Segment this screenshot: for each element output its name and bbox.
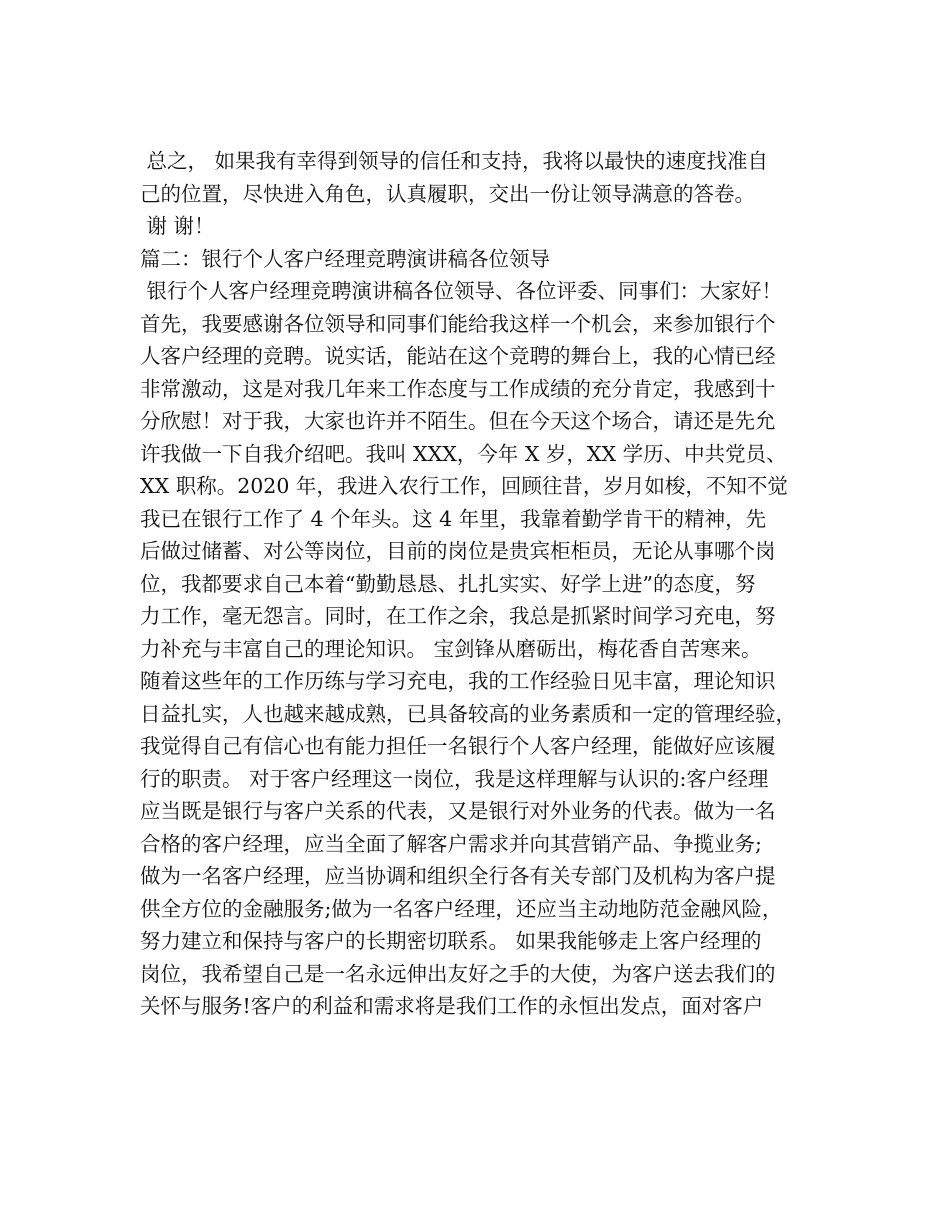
section-heading: 篇二：银行个人客户经理竞聘演讲稿各位领导: [140, 246, 550, 271]
text-line: XX 职称。2020 年，我进入农行工作，回顾往昔，岁月如梭，不知不觉: [140, 474, 788, 498]
text-line: 力补充与丰富自己的理论知识。 宝剑锋从磨砺出，梅花香自苦寒来。: [140, 636, 762, 661]
text-line: 人客户经理的竞聘。说实话，能站在这个竞聘的舞台上，我的心情已经: [140, 344, 776, 368]
text-line: 非常激动，这是对我几年来工作态度与工作成绩的充分肯定，我感到十: [140, 376, 776, 401]
text-line: 位，我都要求自己本着“勤勤恳恳、扎扎实实、好学上进”的态度，努: [140, 571, 756, 596]
text-line: 后做过储蓄、对公等岗位，目前的岗位是贵宾柜柜员，无论从事哪个岗: [140, 539, 776, 563]
text-line: 总之， 如果我有幸得到领导的信任和支持，我将以最快的速度找准自: [140, 149, 769, 173]
text-line: 分欣慰！对于我，大家也许并不陌生。但在今天这个场合，请还是先允: [140, 409, 776, 433]
text-line: 力工作，毫无怨言。同时，在工作之余，我总是抓紧时间学习充电，努: [140, 604, 776, 628]
text-line: 日益扎实，人也越来越成熟，已具备较高的业务素质和一定的管理经验，: [140, 701, 796, 726]
text-line: 我觉得自己有信心也有能力担任一名银行个人客户经理，能做好应该履: [140, 734, 776, 758]
text-line: 己的位置，尽快进入角色，认真履职，交出一份让领导满意的答卷。: [140, 181, 755, 206]
text-line: 岗位，我希望自己是一名永远伸出友好之手的大使，为客户送去我们的: [140, 961, 776, 986]
text-line: 许我做一下自我介绍吧。我叫 XXX，今年 X 岁，XX 学历、中共党员、: [140, 441, 787, 466]
text-line: 谢 谢！: [140, 214, 215, 238]
text-line: 供全方位的金融服务;做为一名客户经理，还应当主动地防范金融风险，: [140, 896, 783, 921]
text-line: 首先，我要感谢各位领导和同事们能给我这样一个机会，来参加银行个: [140, 311, 776, 336]
text-line: 行的职责。 对于客户经理这一岗位，我是这样理解与认识的:客户经理: [140, 766, 769, 791]
text-line: 合格的客户经理，应当全面了解客户需求并向其营销产品、争揽业务;: [140, 831, 762, 856]
text-line: 做为一名客户经理，应当协调和组织全行各有关专部门及机构为客户提: [140, 864, 776, 888]
text-line: 关怀与服务!客户的利益和需求将是我们工作的永恒出发点，面对客户: [140, 994, 764, 1018]
body-text: [140, 145, 820, 1023]
text-line: 努力建立和保持与客户的长期密切联系。 如果我能够走上客户经理的: [140, 929, 762, 953]
text-line: 银行个人客户经理竞聘演讲稿各位领导、各位评委、同事们：大家好！: [140, 279, 783, 303]
text-line: 我已在银行工作了 4 个年头。这 4 年里，我靠着勤学肯干的精神，先: [140, 506, 767, 531]
text-line: 应当既是银行与客户关系的代表，又是银行对外业务的代表。做为一名: [140, 799, 776, 823]
text-line: 随着这些年的工作历练与学习充电，我的工作经验日见丰富，理论知识: [140, 669, 776, 693]
